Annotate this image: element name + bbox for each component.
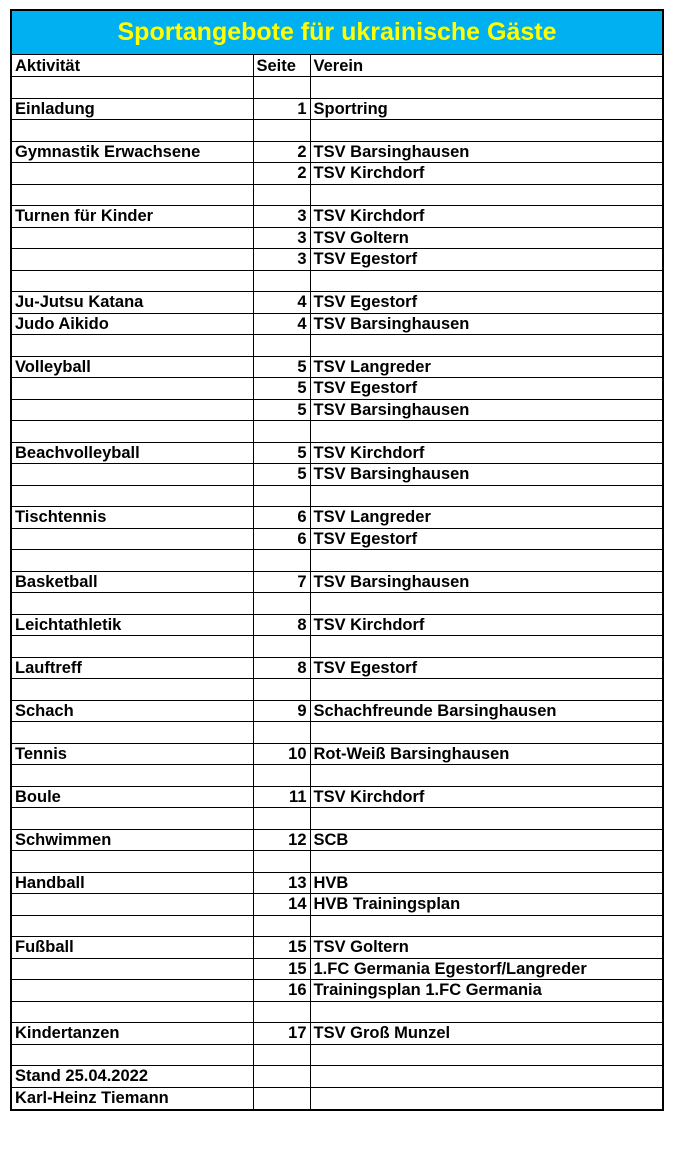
page-cell: 3 <box>253 206 310 228</box>
page-cell <box>253 679 310 701</box>
table-row <box>12 163 662 185</box>
activity-cell <box>12 1001 253 1023</box>
table-row <box>12 442 662 464</box>
page-cell: 11 <box>253 786 310 808</box>
page-cell: 14 <box>253 894 310 916</box>
club-cell: TSV Egestorf <box>310 528 662 550</box>
activity-cell: Stand 25.04.2022 <box>12 1066 253 1088</box>
club-cell: TSV Barsinghausen <box>310 313 662 335</box>
page-cell <box>253 335 310 357</box>
activity-cell <box>12 227 253 249</box>
club-cell <box>310 1001 662 1023</box>
club-cell <box>310 1044 662 1066</box>
club-cell: TSV Kirchdorf <box>310 206 662 228</box>
page-cell: 2 <box>253 141 310 163</box>
activity-cell: Fußball <box>12 937 253 959</box>
club-cell: TSV Kirchdorf <box>310 614 662 636</box>
club-cell <box>310 335 662 357</box>
table-row <box>12 98 662 120</box>
club-cell: TSV Barsinghausen <box>310 399 662 421</box>
table-row <box>12 657 662 679</box>
page-cell: 2 <box>253 163 310 185</box>
table-row <box>12 227 662 249</box>
club-cell: TSV Langreder <box>310 356 662 378</box>
page-cell <box>253 77 310 99</box>
club-cell <box>310 184 662 206</box>
activity-cell <box>12 636 253 658</box>
activity-cell <box>12 550 253 572</box>
page-cell <box>253 485 310 507</box>
table-row <box>12 292 662 314</box>
table-row <box>12 270 662 292</box>
page-cell: 5 <box>253 399 310 421</box>
table-row <box>12 829 662 851</box>
page-cell <box>253 270 310 292</box>
page-cell: 15 <box>253 958 310 980</box>
activity-cell: Lauftreff <box>12 657 253 679</box>
table-row <box>12 700 662 722</box>
table-row <box>12 894 662 916</box>
club-cell: TSV Barsinghausen <box>310 141 662 163</box>
table-row <box>12 1087 662 1109</box>
club-cell <box>310 915 662 937</box>
club-cell <box>310 851 662 873</box>
club-cell: TSV Egestorf <box>310 249 662 271</box>
activity-cell <box>12 679 253 701</box>
table-row <box>12 120 662 142</box>
page-cell <box>253 851 310 873</box>
table-row <box>12 786 662 808</box>
activity-cell: Kindertanzen <box>12 1023 253 1045</box>
activity-cell: Ju-Jutsu Katana <box>12 292 253 314</box>
page-cell <box>253 550 310 572</box>
table-row <box>12 313 662 335</box>
table-row <box>12 335 662 357</box>
activity-cell <box>12 335 253 357</box>
page-cell: 5 <box>253 442 310 464</box>
table-row <box>12 571 662 593</box>
table-row <box>12 593 662 615</box>
page-cell <box>253 808 310 830</box>
table-row <box>12 507 662 529</box>
table-row <box>12 141 662 163</box>
activity-cell <box>12 593 253 615</box>
table-row <box>12 679 662 701</box>
club-cell: HVB <box>310 872 662 894</box>
table-row <box>12 1023 662 1045</box>
activity-cell <box>12 120 253 142</box>
header-club: Verein <box>310 55 662 77</box>
table-row <box>12 743 662 765</box>
page-cell <box>253 1001 310 1023</box>
activity-cell: Schwimmen <box>12 829 253 851</box>
table-row <box>12 1044 662 1066</box>
club-cell: Schachfreunde Barsinghausen <box>310 700 662 722</box>
page-cell: 4 <box>253 313 310 335</box>
page-cell: 8 <box>253 614 310 636</box>
page-cell <box>253 120 310 142</box>
club-cell <box>310 679 662 701</box>
page-cell <box>253 421 310 443</box>
table-row <box>12 206 662 228</box>
activity-cell <box>12 270 253 292</box>
page-cell: 17 <box>253 1023 310 1045</box>
page-cell: 13 <box>253 872 310 894</box>
club-cell <box>310 421 662 443</box>
activity-cell <box>12 464 253 486</box>
page-cell: 6 <box>253 507 310 529</box>
activity-cell <box>12 958 253 980</box>
activity-cell: Turnen für Kinder <box>12 206 253 228</box>
club-cell: Rot-Weiß Barsinghausen <box>310 743 662 765</box>
activity-cell <box>12 528 253 550</box>
table-row <box>12 378 662 400</box>
table-row <box>12 184 662 206</box>
club-cell: TSV Groß Munzel <box>310 1023 662 1045</box>
activity-cell: Einladung <box>12 98 253 120</box>
page-cell: 15 <box>253 937 310 959</box>
page-cell: 9 <box>253 700 310 722</box>
page-cell <box>253 1087 310 1109</box>
activity-cell: Leichtathletik <box>12 614 253 636</box>
page-cell: 7 <box>253 571 310 593</box>
page-cell <box>253 1044 310 1066</box>
page-cell: 10 <box>253 743 310 765</box>
table-row <box>12 851 662 873</box>
header-row <box>12 55 662 77</box>
page-cell <box>253 1066 310 1088</box>
club-cell: TSV Egestorf <box>310 657 662 679</box>
activity-cell: Schach <box>12 700 253 722</box>
page-cell: 4 <box>253 292 310 314</box>
club-cell <box>310 1087 662 1109</box>
table-row <box>12 464 662 486</box>
page-cell: 3 <box>253 227 310 249</box>
club-cell <box>310 593 662 615</box>
table-row <box>12 356 662 378</box>
club-cell: 1.FC Germania Egestorf/Langreder <box>310 958 662 980</box>
page-cell: 5 <box>253 464 310 486</box>
table-row <box>12 249 662 271</box>
table-row <box>12 614 662 636</box>
activity-cell <box>12 249 253 271</box>
page-cell <box>253 636 310 658</box>
club-cell: TSV Langreder <box>310 507 662 529</box>
activity-cell <box>12 77 253 99</box>
activity-cell <box>12 399 253 421</box>
activity-cell: Karl-Heinz Tiemann <box>12 1087 253 1109</box>
table-row <box>12 872 662 894</box>
club-cell: TSV Goltern <box>310 937 662 959</box>
club-cell <box>310 120 662 142</box>
page-cell <box>253 593 310 615</box>
activity-cell: Tischtennis <box>12 507 253 529</box>
table-row <box>12 421 662 443</box>
activity-cell <box>12 378 253 400</box>
club-cell <box>310 270 662 292</box>
club-cell: SCB <box>310 829 662 851</box>
page-cell: 5 <box>253 378 310 400</box>
club-cell <box>310 485 662 507</box>
club-cell <box>310 722 662 744</box>
activity-cell <box>12 894 253 916</box>
activity-cell <box>12 421 253 443</box>
sports-table <box>12 55 662 1109</box>
activity-cell <box>12 851 253 873</box>
activity-cell: Beachvolleyball <box>12 442 253 464</box>
activity-cell <box>12 915 253 937</box>
header-page: Seite <box>253 55 310 77</box>
club-cell <box>310 550 662 572</box>
table-row <box>12 722 662 744</box>
table-row <box>12 765 662 787</box>
activity-cell <box>12 485 253 507</box>
page-cell: 8 <box>253 657 310 679</box>
club-cell: Sportring <box>310 98 662 120</box>
activity-cell <box>12 163 253 185</box>
activity-cell: Gymnastik Erwachsene <box>12 141 253 163</box>
club-cell: Trainingsplan 1.FC Germania <box>310 980 662 1002</box>
table-row <box>12 915 662 937</box>
club-cell <box>310 808 662 830</box>
club-cell <box>310 765 662 787</box>
club-cell: TSV Kirchdorf <box>310 163 662 185</box>
table-row <box>12 1001 662 1023</box>
spreadsheet <box>10 9 664 1111</box>
club-cell: TSV Kirchdorf <box>310 786 662 808</box>
activity-cell: Handball <box>12 872 253 894</box>
page-cell: 3 <box>253 249 310 271</box>
table-row <box>12 528 662 550</box>
activity-cell: Basketball <box>12 571 253 593</box>
page-cell: 5 <box>253 356 310 378</box>
activity-cell <box>12 765 253 787</box>
table-row <box>12 937 662 959</box>
page-cell: 6 <box>253 528 310 550</box>
page-cell: 12 <box>253 829 310 851</box>
activity-cell: Volleyball <box>12 356 253 378</box>
club-cell: TSV Kirchdorf <box>310 442 662 464</box>
club-cell: TSV Barsinghausen <box>310 571 662 593</box>
activity-cell: Judo Aikido <box>12 313 253 335</box>
activity-cell <box>12 1044 253 1066</box>
table-row <box>12 980 662 1002</box>
page-cell: 1 <box>253 98 310 120</box>
table-row <box>12 636 662 658</box>
activity-cell: Boule <box>12 786 253 808</box>
table-row <box>12 485 662 507</box>
page-cell <box>253 915 310 937</box>
table-row <box>12 1066 662 1088</box>
page-cell: 16 <box>253 980 310 1002</box>
club-cell: TSV Egestorf <box>310 292 662 314</box>
page-title: Sportangebote für ukrainische Gäste <box>12 11 662 55</box>
club-cell <box>310 1066 662 1088</box>
activity-cell <box>12 722 253 744</box>
table-row <box>12 958 662 980</box>
activity-cell <box>12 980 253 1002</box>
page-cell <box>253 184 310 206</box>
club-cell: TSV Barsinghausen <box>310 464 662 486</box>
activity-cell <box>12 184 253 206</box>
club-cell <box>310 636 662 658</box>
club-cell <box>310 77 662 99</box>
table-row <box>12 550 662 572</box>
club-cell: TSV Goltern <box>310 227 662 249</box>
activity-cell: Tennis <box>12 743 253 765</box>
activity-cell <box>12 808 253 830</box>
page-cell <box>253 722 310 744</box>
club-cell: TSV Egestorf <box>310 378 662 400</box>
table-row <box>12 399 662 421</box>
header-activity: Aktivität <box>12 55 253 77</box>
table-row <box>12 808 662 830</box>
club-cell: HVB Trainingsplan <box>310 894 662 916</box>
table-row <box>12 77 662 99</box>
page-cell <box>253 765 310 787</box>
